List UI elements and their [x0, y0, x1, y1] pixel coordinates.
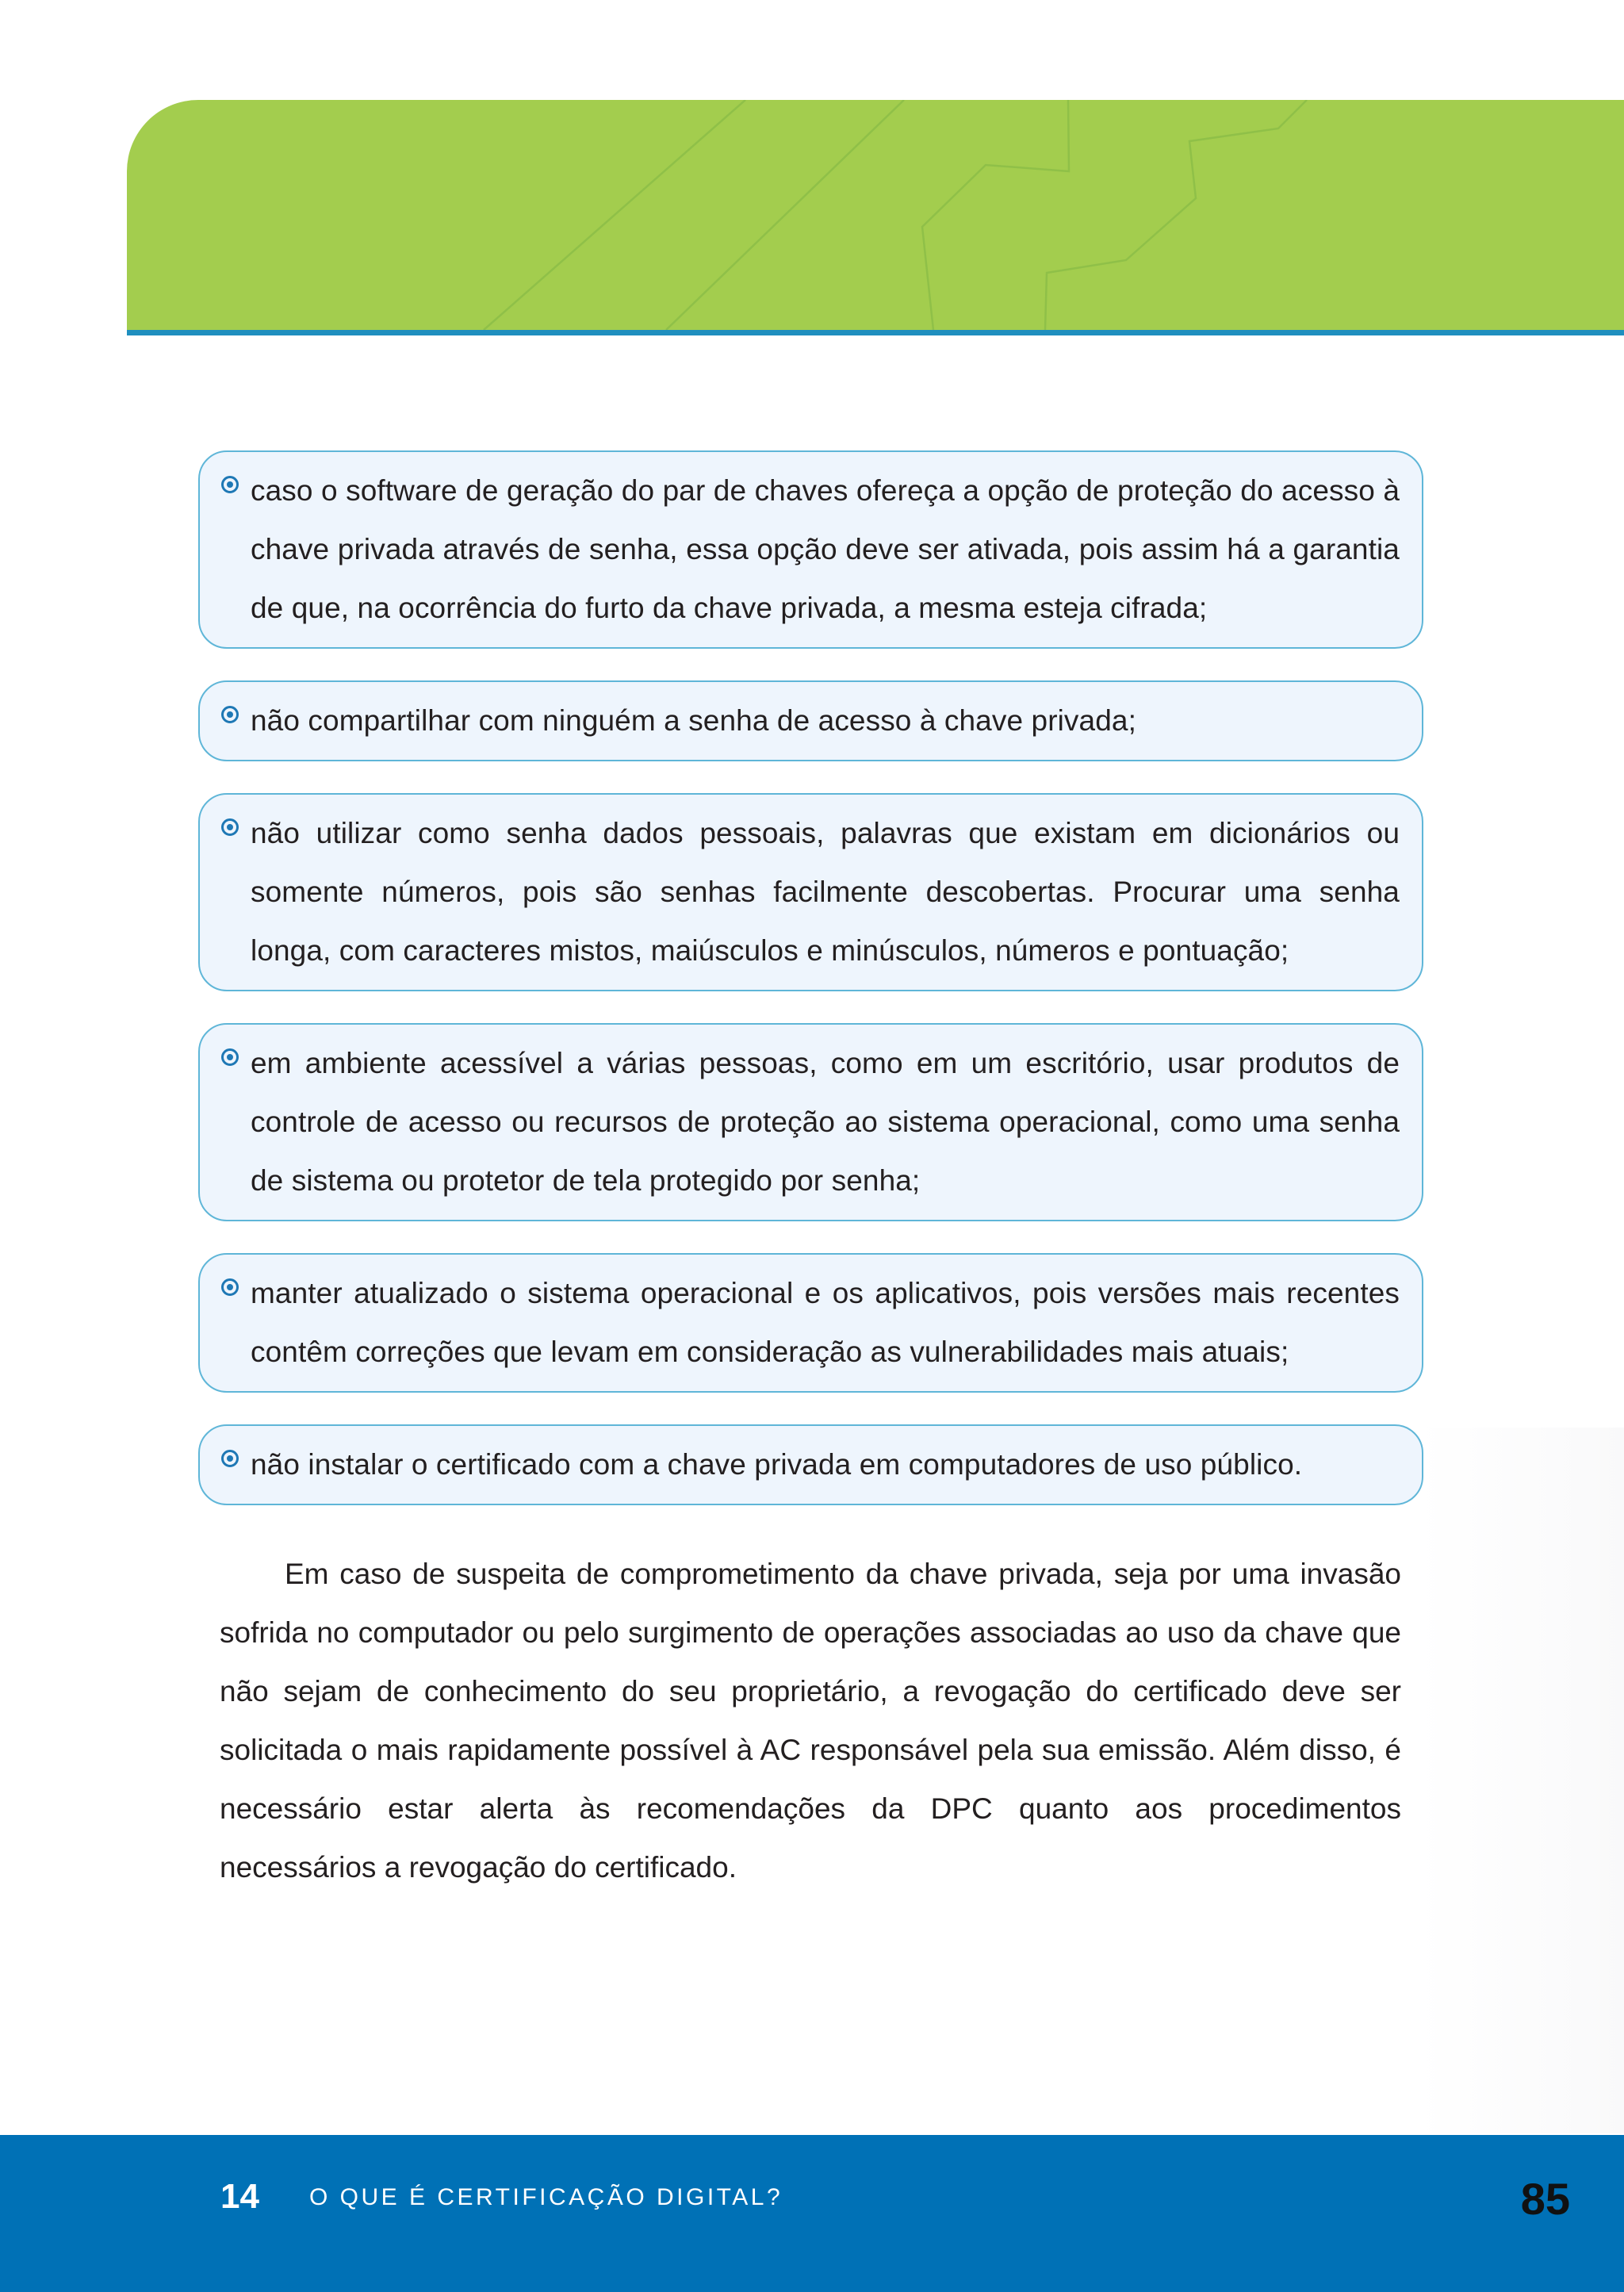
bullet-icon [221, 1048, 239, 1066]
list-item-text: caso o software de geração do par de chaves ofereça a opção de proteção do acesso à chave privada através de senha, essa opção deve ser ativada, pois assim há a garantia de que, na ocorrência do furto da chave privada, a mesma esteja cifrada; [251, 474, 1400, 624]
list-item [198, 1424, 1423, 1505]
bullet-icon [221, 476, 239, 493]
body-paragraph: Em caso de suspeita de comprometimento da chave privada, seja por uma invasão sofrida no computador ou pelo surgimento de operações associadas ao uso da chave que não sejam de conhecimento do seu proprietário, a revogação do certificado deve ser solicitada o mais rapidamente possível à AC responsável pela sua emissão. Além disso, é necessário estar alerta às recomendações da DPC quanto aos procedimentos necessários a revogação do certificado. [220, 1558, 1401, 1884]
list-item [198, 680, 1423, 761]
page-shade [1418, 1428, 1624, 2133]
recommendation-list [198, 450, 1423, 1537]
list-item [198, 1253, 1423, 1393]
list-item-text: manter atualizado o sistema operacional e os aplicativos, pois versões mais recentes contêm correções que levam em consideração as vulnerabilidades mais atuais; [251, 1277, 1400, 1368]
list-item-text: não utilizar como senha dados pessoais, palavras que existam em dicionários ou somente números, pois são senhas facilmente descobertas. Procurar uma senha longa, com caracteres mistos, maiúsculos e minúsculos, números e pontuação; [251, 817, 1400, 967]
chapter-number: 14 [220, 2177, 259, 2216]
header-band [127, 100, 1624, 330]
header-pattern [127, 100, 1624, 330]
chapter-title: O QUE É CERTIFICAÇÃO DIGITAL? [309, 2184, 783, 2210]
bullet-icon [221, 1450, 239, 1467]
bullet-icon [221, 706, 239, 723]
list-item-text: não instalar o certificado com a chave privada em computadores de uso público. [251, 1448, 1303, 1481]
bullet-icon [221, 818, 239, 836]
list-item [198, 450, 1423, 649]
bullet-icon [221, 1278, 239, 1296]
list-item-text: em ambiente acessível a várias pessoas, como em um escritório, usar produtos de controle de acesso ou recursos de proteção ao sistema operacional, como uma senha de sistema ou protetor de tela protegido por senha; [251, 1047, 1400, 1197]
list-item [198, 1023, 1423, 1221]
list-item-text: não compartilhar com ninguém a senha de acesso à chave privada; [251, 704, 1136, 737]
header-rule [127, 330, 1624, 335]
list-item [198, 793, 1423, 991]
page-number: 85 [1520, 2174, 1570, 2224]
